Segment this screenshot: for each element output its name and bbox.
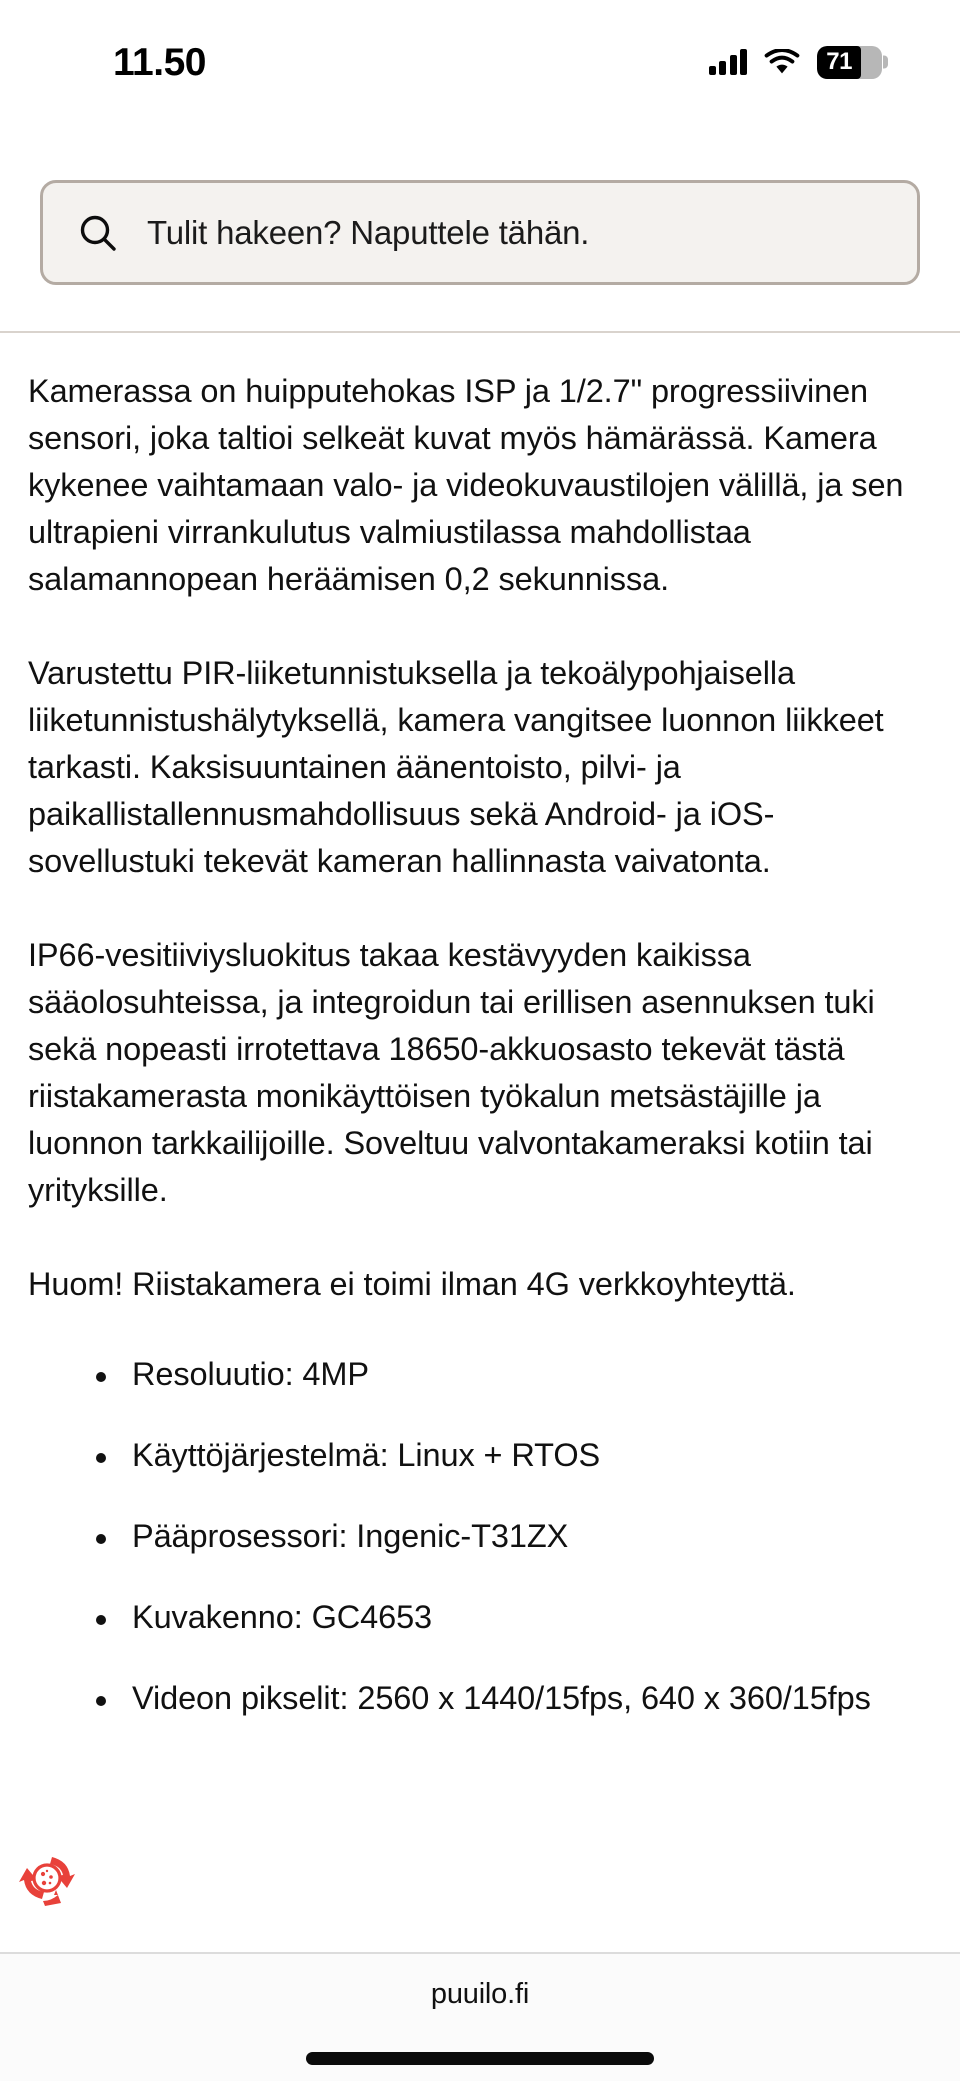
description-paragraph: IP66-vesitiiviysluokitus takaa kestävyyden kaikissa sääolosuhteissa, ja integroidun tai erillisen asennuksen tuki sekä nopeasti irrotettava 18650-akkuosasto tekevät tästä riistakamerasta monikäyttöisen työkalun metsästäjille ja luonnon tarkkailijoille. Soveltuu valvontakameraksi kotiin tai yrityksille.: [28, 937, 875, 1208]
list-item: Videon pikselit: 2560 x 1440/15fps, 640 x 360/15fps: [28, 1675, 932, 1722]
status-bar-time: 11.50: [113, 40, 206, 84]
cellular-signal-icon: [709, 49, 748, 75]
status-bar: [0, 0, 960, 118]
header-divider: [0, 331, 960, 333]
footer-divider: [0, 1952, 960, 1954]
list-item: Kuvakenno: GC4653: [28, 1594, 932, 1641]
search-placeholder-text: Tulit hakeen? Naputtele tähän.: [147, 214, 590, 251]
battery-cap: [883, 56, 888, 69]
status-bar-indicators: [709, 40, 883, 79]
footer-domain-label: puuilo.fi: [430, 1978, 530, 2010]
battery-body: [817, 46, 882, 79]
list-item: Resoluutio: 4MP: [28, 1351, 932, 1398]
list-item: Käyttöjärjestelmä: Linux + RTOS: [28, 1432, 932, 1479]
battery-icon: [817, 46, 882, 79]
description-paragraph: Varustettu PIR-liiketunnistuksella ja tekoälypohjaisella liiketunnistushälytyksellä, kamera vangitsee luonnon liikkeet tarkasti. Kaksisuuntainen äänentoisto, pilvi- ja paikallistallennusmahdollisuus sekä Android- ja iOS-sovellustuki tekevät kameran hallinnasta vaivatonta.: [28, 655, 884, 879]
description-paragraph: Kamerassa on huipputehokas ISP ja 1/2.7" progressiivinen sensori, joka taltioi selkeät kuvat myös hämärässä. Kamera kykenee vaihtamaan valo- ja videokuvaustilojen välillä, ja sen ultrapieni virrankulutus valmiustilassa mahdollistaa salamannopean heräämisen 0,2 sekunnissa.: [28, 373, 904, 597]
search-input[interactable]: [40, 180, 920, 285]
wifi-icon: [764, 49, 800, 75]
product-description: [28, 368, 932, 1756]
search-icon: [77, 212, 119, 254]
battery-level-label: 71: [826, 48, 852, 75]
description-note: Huom! Riistakamera ei toimi ilman 4G verkkoyhteyttä.: [28, 1266, 796, 1302]
list-item: Pääprosessori: Ingenic-T31ZX: [28, 1513, 932, 1560]
cookie-consent-icon[interactable]: [14, 1845, 80, 1911]
search-bar-container: [40, 180, 920, 285]
home-indicator[interactable]: [306, 2052, 654, 2065]
specification-list: [28, 1351, 932, 1722]
